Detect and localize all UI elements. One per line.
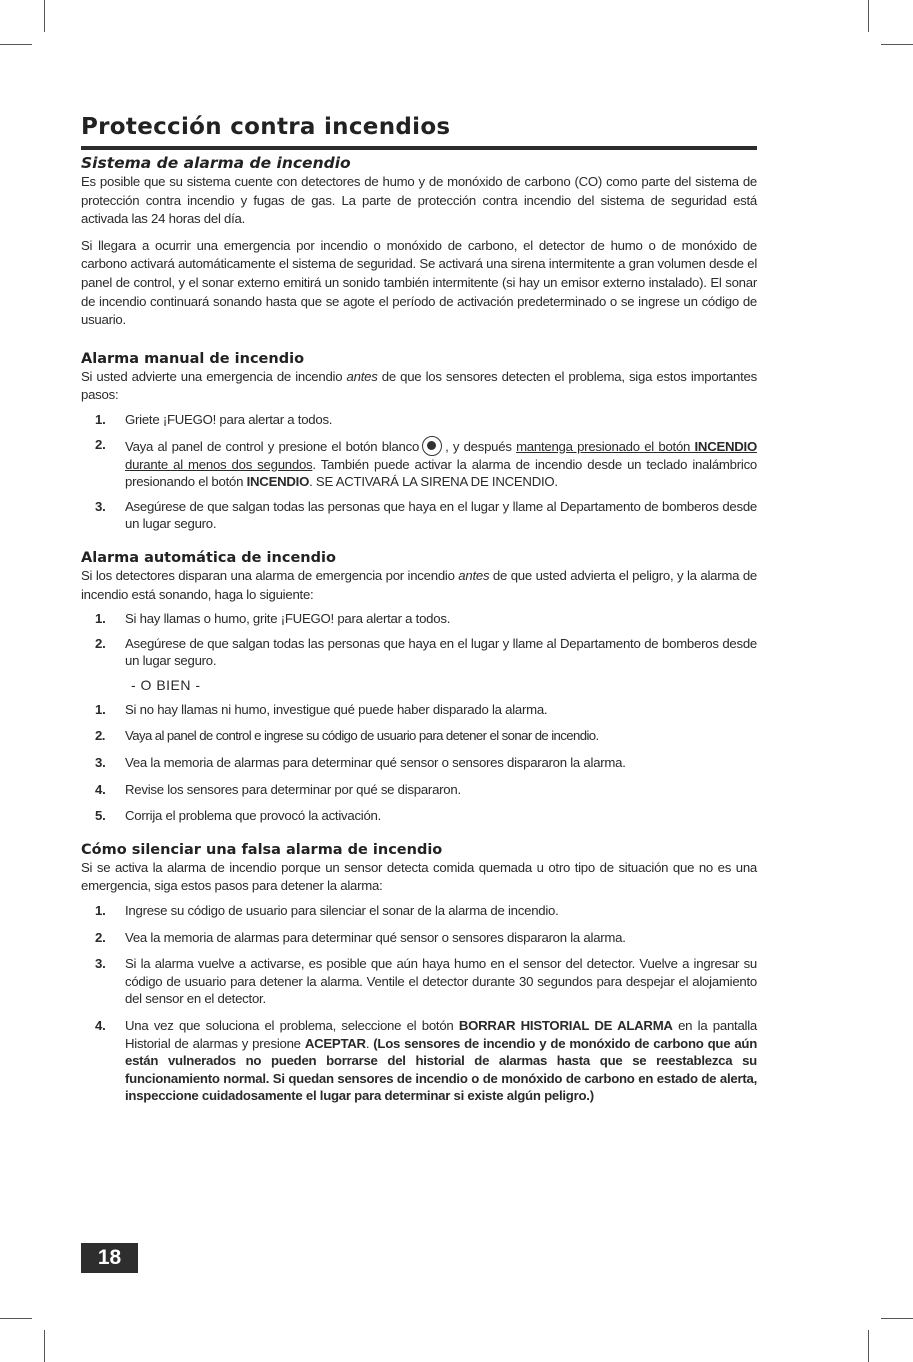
page-content [81,112,757,1112]
crop-mark [881,1318,913,1319]
intro-paragraph-2: Si llegara a ocurrir una emergencia por incendio o monóxido de carbono, el detector de humo o de monóxido de carbono activará automáticamente el sistema de seguridad. Se activará una sirena intermitente a gran volumen desde el panel de control, y el sonar externo emitirá un sonido también intermitente (si hay un emisor externo instalado). El sonar de incendio continuará sonando hasta que se agote el período de activación predeterminado o se ingrese un código de usuario. [81,237,757,328]
page-number: 18 [81,1243,138,1273]
list-item: 1. Ingrese su código de usuario para silenciar el sonar de la alarma de incendio. [95,903,559,919]
silence-steps [81,902,757,1105]
list-item: 3. Vea la memoria de alarmas para determinar qué sensor o sensores dispararon la alarma. [95,755,626,771]
list-item: 2. Vaya al panel de control y presione el botón blanco , y después mantenga presionado el botón INCENDIO durante al menos dos segundos. También puede activar la alarma de incendio desde un teclado inalámbrico presionando el botón INCENDIO. SE ACTIVARÁ LA SIRENA DE INCENDIO. [95,436,757,490]
crop-mark [881,44,913,45]
list-item: 1. Si no hay llamas ni humo, investigue qué puede haber disparado la alarma. [95,701,548,717]
automatic-alarm-heading: Alarma automática de incendio [81,549,336,566]
title-rule [81,146,757,150]
manual-alarm-heading: Alarma manual de incendio [81,350,305,367]
list-item: 1. Si hay llamas o humo, grite ¡FUEGO! para alertar a todos. [95,611,451,627]
crop-mark [868,1330,869,1362]
manual-alarm-intro: Si usted advierte una emergencia de incendio antes de que los sensores detecten el problema, siga estos importantes pasos: [81,368,757,403]
crop-mark [868,0,869,32]
list-item: 4. Una vez que soluciona el problema, seleccione el botón BORRAR HISTORIAL DE ALARMA en la pantalla Historial de alarmas y presione ACEPTAR. (Los sensores de incendio y de monóxido de carbono que aún están vulnerados no pueden borrarse del historial de alarmas hasta que se reestablezca su funcionamiento normal. Si quedan sensores de incendio o de monóxido de carbono en estado de alerta, inspeccione cuidadosamente el lugar para determinar si existe algún peligro.) [95,1018,758,1104]
manual-steps [81,411,757,533]
or-separator: - O BIEN - [131,676,201,693]
crop-mark [0,44,32,45]
automatic-steps-b [81,701,757,825]
list-item: 2. Vaya al panel de control e ingrese su código de usuario para detener el sonar de incendio. [95,728,599,744]
crop-mark [0,1318,32,1319]
crop-mark [44,1330,45,1362]
list-item: 1. Griete ¡FUEGO! para alertar a todos. [95,411,333,427]
list-item: 2. Vea la memoria de alarmas para determinar qué sensor o sensores dispararon la alarma. [95,929,626,945]
panel-button-icon [422,436,442,456]
page-title: Protección contra incendios [81,114,451,140]
crop-mark [44,0,45,32]
list-item: 3. Si la alarma vuelve a activarse, es posible que aún haya humo en el sensor del detector. Vuelve a ingresar su código de usuario para detener la alarma. Ventile el detector durante 30 segundos para despejar el alojamiento del sensor en el detector. [95,956,757,1007]
intro-paragraph-1: Es posible que su sistema cuente con detectores de humo y de monóxido de carbono (CO) como parte del sistema de protección contra incendio y fugas de gas. La parte de protección contra incendio del sistema de seguridad está activada las 24 horas del día. [81,174,757,227]
silence-alarm-heading: Cómo silenciar una falsa alarma de incendio [81,841,443,858]
automatic-alarm-intro: Si los detectores disparan una alarma de emergencia por incendio antes de que usted advierta el peligro, y la alarma de incendio está sonando, haga lo siguiente: [81,567,757,602]
automatic-steps-a [81,610,757,670]
list-item: 4. Revise los sensores para determinar por qué se dispararon. [95,781,461,797]
list-item: 2. Asegúrese de que salgan todas las personas que haya en el lugar y llame al Departamento de bomberos desde un lugar seguro. [95,635,757,669]
list-item: 5. Corrija el problema que provocó la activación. [95,808,382,824]
list-item: 3. Asegúrese de que salgan todas las personas que haya en el lugar y llame al Departamento de bomberos desde un lugar seguro. [95,498,757,532]
section-subtitle: Sistema de alarma de incendio [81,154,351,172]
silence-alarm-intro: Si se activa la alarma de incendio porque un sensor detecta comida quemada u otro tipo de situación que no es una emergencia, siga estos pasos para detener la alarma: [81,859,757,894]
